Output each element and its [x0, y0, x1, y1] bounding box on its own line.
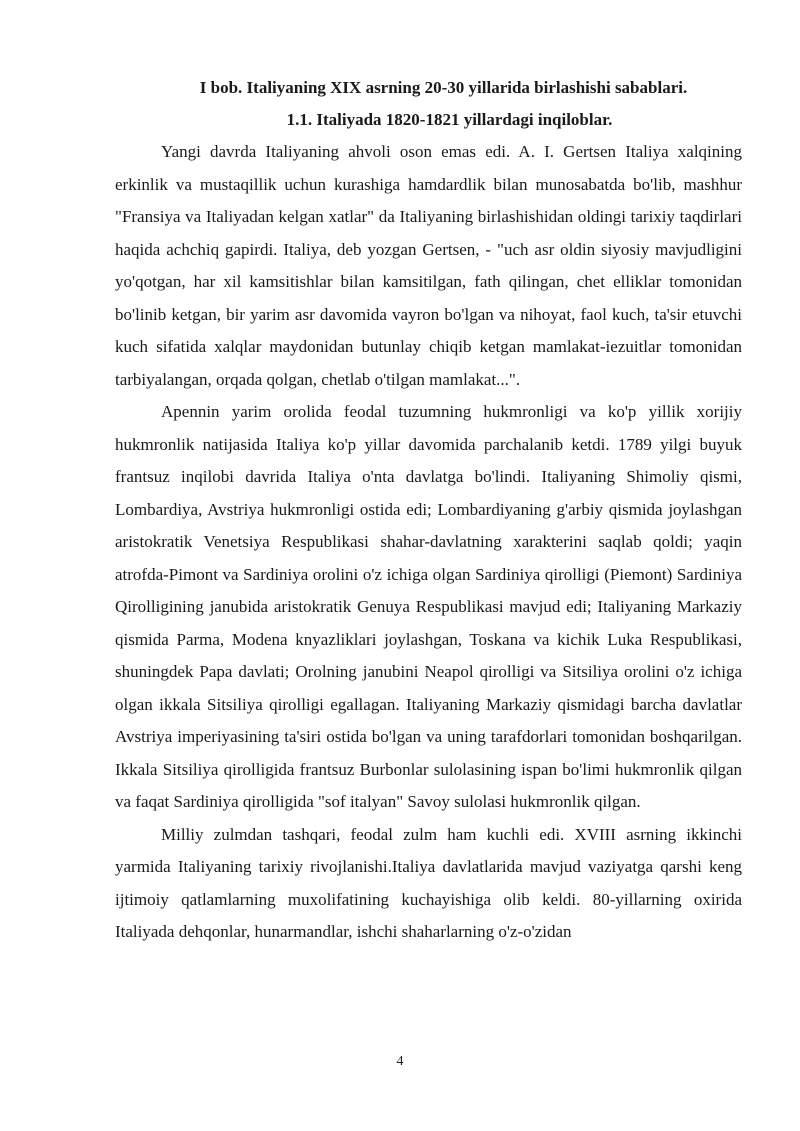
- section-title: 1.1. Italiyada 1820-1821 yillardagi inqiloblar.: [286, 110, 613, 129]
- paragraph-1: Yangi davrda Italiyaning ahvoli oson emas edi. A. I. Gertsen Italiya xalqining erkinlik va mustaqillik uchun kurashiga hamdardlik bilan munosabatda bo'lib, mashhur "Fransiya va Italiyadan kelgan xatlar" da Italiyaning birlashishidan oldingi tarixiy taqdirlari haqida achchiq gapirdi. Italiya, deb yozgan Gertsen, - "uch asr oldin siyosiy mavjudligini yo'qotgan, har xil kamsitishlar bilan kamsitilgan, fath qilingan, chet elliklar tomonidan bo'linib ketgan, bir yarim asr davomida vayron bo'lgan va nihoyat, faol kuch, ta'sir etuvchi kuch sifatida xalqlar maydonidan butunlay chiqib ketgan mamlakat-iezuitlar tomonidan tarbiyalangan, orqada qolgan, chetlab o'tilgan mamlakat...".: [115, 142, 742, 389]
- page-number: 4: [396, 1054, 404, 1069]
- page-body: [115, 72, 742, 949]
- chapter-title: I bob. Italiyaning XIX asrning 20-30 yillarida birlashishi sabablari.: [199, 78, 688, 97]
- paragraph-3: Milliy zulmdan tashqari, feodal zulm ham kuchli edi. XVIII asrning ikkinchi yarmida Italiyaning tarixiy rivojlanishi.Italiya davlatlarida mavjud vaziyatga qarshi keng ijtimoiy qatlamlarning muxolifatining kuchayishiga olib keldi. 80-yillarning oxirida Italiyada dehqonlar, hunarmandlar, ishchi shaharlarning o'z-o'zidan: [115, 824, 742, 941]
- paragraph-2: Apennin yarim orolida feodal tuzumning hukmronligi va ko'p yillik xorijiy hukmronlik natijasida Italiya ko'p yillar davomida parchalanib ketdi. 1789 yilgi buyuk frantsuz inqilobi davrida Italiya o'nta davlatga bo'lindi. Italiyaning Shimoliy qismi, Lombardiya, Avstriya hukmronligi ostida edi; Lombardiyaning g'arbiy qismida joylashgan aristokratik Venetsiya Respublikasi shahar-davlatning xarakterini saqlab qoldi; yaqin atrofda-Pimont va Sardiniya orolini o'z ichiga olgan Sardiniya qirolligi (Piemont) Sardiniya Qirolligining janubida aristokratik Genuya Respublikasi mavjud edi; Italiyaning Markaziy qismida Parma, Modena knyazliklari joylashgan, Toskana va kichik Luka Respublikasi, shuningdek Papa davlati; Orolning janubini Neapol qirolligi va Sitsiliya orolini o'z ichiga olgan ikkala Sitsiliya qirolligi egallagan. Italiyaning Markaziy qismidagi barcha davlatlar Avstriya imperiyasining ta'siri ostida bo'lgan va uning tarafdorlari tomonidan boshqarilgan. Ikkala Sitsiliya qirolligida frantsuz Burbonlar sulolasining ispan bo'limi hukmronlik qilgan va faqat Sardiniya qirolligida "sof italyan" Savoy sulolasi hukmronlik qilgan.: [115, 402, 742, 811]
